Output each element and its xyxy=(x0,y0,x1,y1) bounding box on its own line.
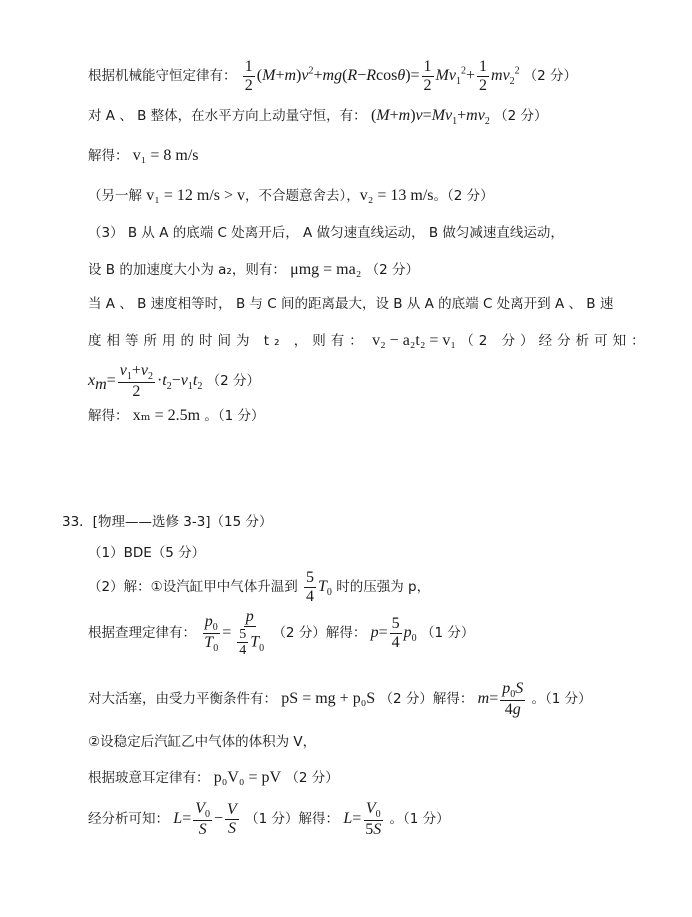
q33-charles-line xyxy=(88,608,474,658)
q33-part2-suffix: 时的压强为 p， xyxy=(336,578,431,595)
q33-part1-text: （1）BDE（5 分） xyxy=(88,545,206,561)
q33-charles-score: （2 分）解得： xyxy=(272,624,367,641)
q33-volume-line xyxy=(88,734,316,750)
energy-conservation-line xyxy=(88,58,577,94)
q33-length-score2: 。（1 分） xyxy=(389,811,450,828)
q33-temperature-fraction: $\frac{5}{4}$ $T_0$ xyxy=(306,569,332,605)
q33-part2-intro xyxy=(88,569,430,605)
q33-volume-text: ②设稳定后汽缸乙中气体的体积为 V， xyxy=(88,734,317,750)
other-solution-eq2: v₂ = 13 m/s xyxy=(359,187,434,204)
momentum-score: （2 分） xyxy=(494,108,548,124)
solution-v1-equation: v₁ = 8 m/s xyxy=(132,147,199,164)
q33-boyle-score: （2 分） xyxy=(285,770,339,786)
other-solution-eq1: v₁ = 12 m/s > v xyxy=(146,187,246,204)
q33-length-equation: L= $\frac{V_0}{S}$ − $\frac{V}{S}$ xyxy=(173,800,237,839)
time-prefix: 度相等所用的时间为 t₂ ，则有： xyxy=(88,333,368,349)
equal-speed-text: 当 A 、 B 速度相等时， B 与 C 间的距离最大，设 B 从 A 的底端 C 处离开到 A 、 B 速 xyxy=(88,296,614,312)
q33-length-line xyxy=(88,800,450,839)
q33-charles-result: p= $\frac{5}{4}$ $p_0$ xyxy=(370,615,417,651)
q33-boyle-line xyxy=(88,768,339,787)
part3-intro-line xyxy=(88,225,564,241)
distance-formula-line xyxy=(88,362,260,401)
q33-balance-equation: pS = mg + p₀S xyxy=(281,690,376,708)
energy-conservation-prefix: 根据机械能守恒定律有： xyxy=(88,67,237,84)
distance-result-score: 。（1 分） xyxy=(204,408,265,424)
other-solution-a: （另一解 xyxy=(88,188,147,204)
acceleration-score: （2 分） xyxy=(365,262,419,278)
part3-intro-text: （3） B 从 A 的底端 C 处离开后， A 做匀速直线运动， B 做匀减速直线运动， xyxy=(88,225,564,241)
time-equation: v₂ − a₂t₂ = v₁ xyxy=(372,332,456,349)
q33-title xyxy=(62,514,273,530)
q33-charles-prefix: 根据查理定律有： xyxy=(88,624,196,641)
q33-length-score: （1 分）解得： xyxy=(245,811,340,828)
energy-conservation-equation: $\frac{1}{2}$ $(M+m)v^2+mg(R-Rcos\theta)=$ $\frac{1}{2}$ $Mv_1^2+$ $\frac{1}{2}$ $mv_2^2$ xyxy=(244,58,520,94)
other-solution-line xyxy=(88,186,494,205)
acceleration-prefix: 设 B 的加速度大小为 a₂，则有： xyxy=(88,262,286,278)
momentum-line xyxy=(88,106,548,128)
distance-formula-score: （2 分） xyxy=(206,373,261,390)
momentum-prefix: 对 A 、 B 整体，在水平方向上动量守恒，有： xyxy=(88,108,367,124)
q33-boyle-prefix: 根据玻意耳定律有： xyxy=(88,770,210,786)
q33-charles-score2: （1 分） xyxy=(420,624,475,641)
solution-v1-line xyxy=(88,146,199,165)
q33-title-text: 33．[物理——选修 3-3]（15 分） xyxy=(62,514,273,530)
acceleration-line xyxy=(88,260,419,279)
acceleration-equation: μmg = ma₂ xyxy=(290,261,362,278)
time-score: （2 分）经分析可知： xyxy=(460,333,650,349)
q33-part1 xyxy=(88,545,205,561)
q33-boyle-equation: p₀V₀ = pV xyxy=(213,769,282,786)
distance-result-line xyxy=(88,406,265,425)
q33-length-prefix: 经分析可知： xyxy=(88,811,169,828)
equal-speed-line xyxy=(88,296,613,312)
other-solution-b: ，不合题意舍去）， xyxy=(245,188,360,204)
momentum-equation: $(M+m)v=Mv_1+mv_2$ xyxy=(370,107,490,128)
other-solution-score: 。（2 分） xyxy=(433,188,494,204)
q33-balance-score2: 。（1 分） xyxy=(531,691,592,708)
q33-balance-line xyxy=(88,680,592,719)
q33-part2-prefix: （2）解：①设汽缸甲中气体升温到 xyxy=(88,578,298,595)
energy-conservation-score: （2 分） xyxy=(523,67,578,84)
distance-result-prefix: 解得： xyxy=(88,408,129,424)
q33-balance-prefix: 对大活塞，由受力平衡条件有： xyxy=(88,691,277,708)
solution-v1-prefix: 解得： xyxy=(88,148,129,164)
q33-length-result: L= $\frac{V_0}{5S}$ xyxy=(343,800,382,839)
q33-balance-score: （2 分）解得： xyxy=(379,691,474,708)
distance-formula: $x_m=$ $\frac{v_1+v_2}{2}$ $\cdot t_2-v_1t_2$ xyxy=(88,362,203,401)
q33-charles-equation: $\frac{p_0}{T_0}$ = p $\frac{5}{4}$ $T_0$ xyxy=(204,608,265,658)
q33-balance-result: m= $\frac{p_0S}{4g}$ xyxy=(477,680,524,719)
time-line xyxy=(88,331,650,350)
distance-result-equation: xₘ = 2.5m xyxy=(132,407,201,424)
